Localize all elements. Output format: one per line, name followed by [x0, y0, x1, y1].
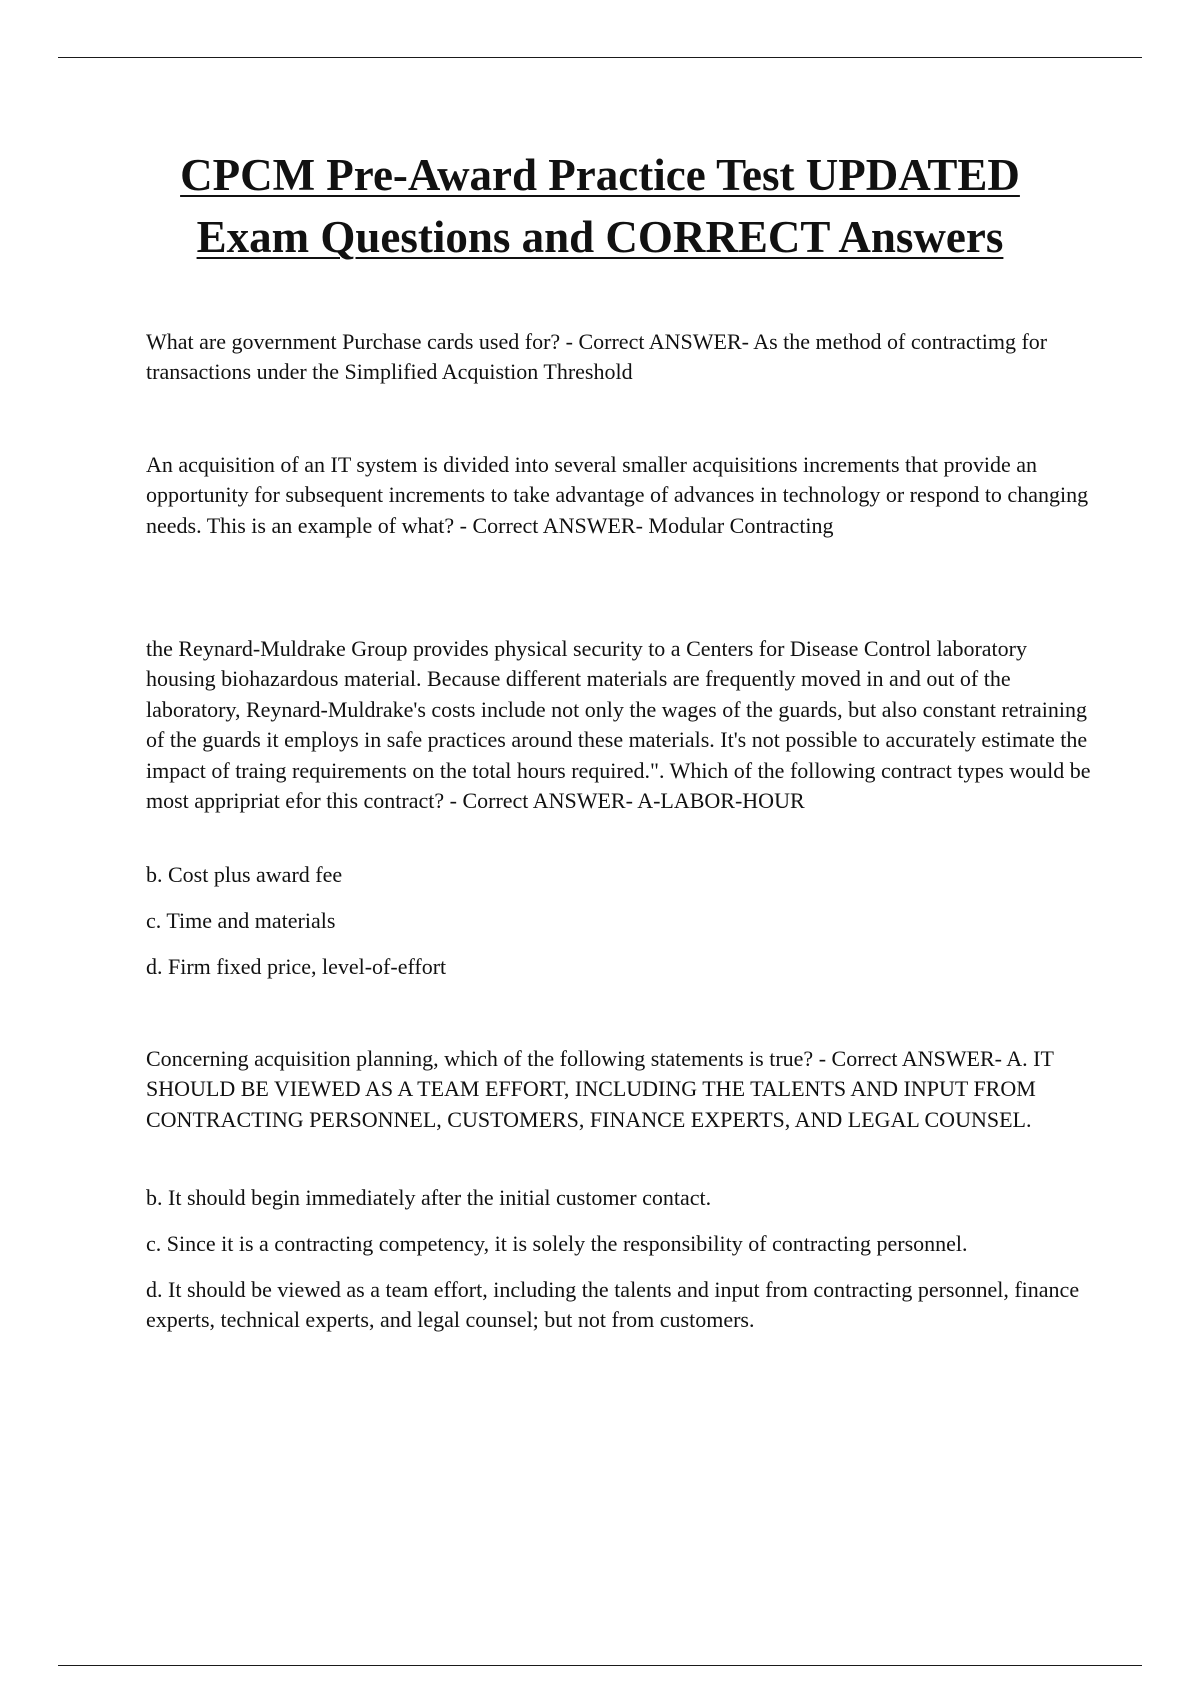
- bottom-rule: [58, 1665, 1142, 1666]
- question-4-option-d: d. It should be viewed as a team effort, including the talents and input from contracting personnel, finance experts, technical experts, and legal counsel; but not from customers.: [146, 1277, 1080, 1333]
- question-3-option-c: c. Time and materials: [146, 908, 336, 933]
- question-4-option-b: b. It should begin immediately after the initial customer contact.: [146, 1185, 712, 1210]
- question-4-option-c: c. Since it is a contracting competency, it is solely the responsibility of contracting personnel.: [146, 1231, 968, 1256]
- title-line-1: CPCM Pre-Award Practice Test UPDATED: [180, 150, 1020, 200]
- page-title: [60, 144, 1140, 268]
- question-1: What are government Purchase cards used for? - Correct ANSWER- As the method of contractimg for transactions under the Simplified Acquistion Threshold: [146, 329, 1048, 385]
- question-4: Concerning acquisition planning, which of the following statements is true? - Correct ANSWER- A. IT SHOULD BE VIEWED AS A TEAM EFFORT, INCLUDING THE TALENTS AND INPUT FROM CONTRACTING PERSONNEL, CUSTOMERS, FINANCE EXPERTS, AND LEGAL COUNSEL.: [146, 1046, 1054, 1132]
- title-line-2: Exam Questions and CORRECT Answers: [196, 212, 1004, 262]
- question-3: the Reynard-Muldrake Group provides physical security to a Centers for Disease Control laboratory housing biohazardous material. Because different materials are frequently moved in and out of the laboratory, Reynard-Muldrake's costs include not only the wages of the guards, but also constant retraining of the guards it employs in safe practices around these materials. It's not possible to accurately estimate the impact of traing requirements on the total hours required.". Which of the following contract types would be most appripriat efor this contract? - Correct ANSWER- A-LABOR-HOUR: [146, 636, 1091, 814]
- question-3-option-d: d. Firm fixed price, level-of-effort: [146, 954, 447, 979]
- question-2: An acquisition of an IT system is divided into several smaller acquisitions increments that provide an opportunity for subsequent increments to take advantage of advances in technology or respond to changing needs. This is an example of what? - Correct ANSWER- Modular Contracting: [146, 452, 1089, 538]
- top-rule: [58, 57, 1142, 58]
- question-3-option-b: b. Cost plus award fee: [146, 862, 343, 887]
